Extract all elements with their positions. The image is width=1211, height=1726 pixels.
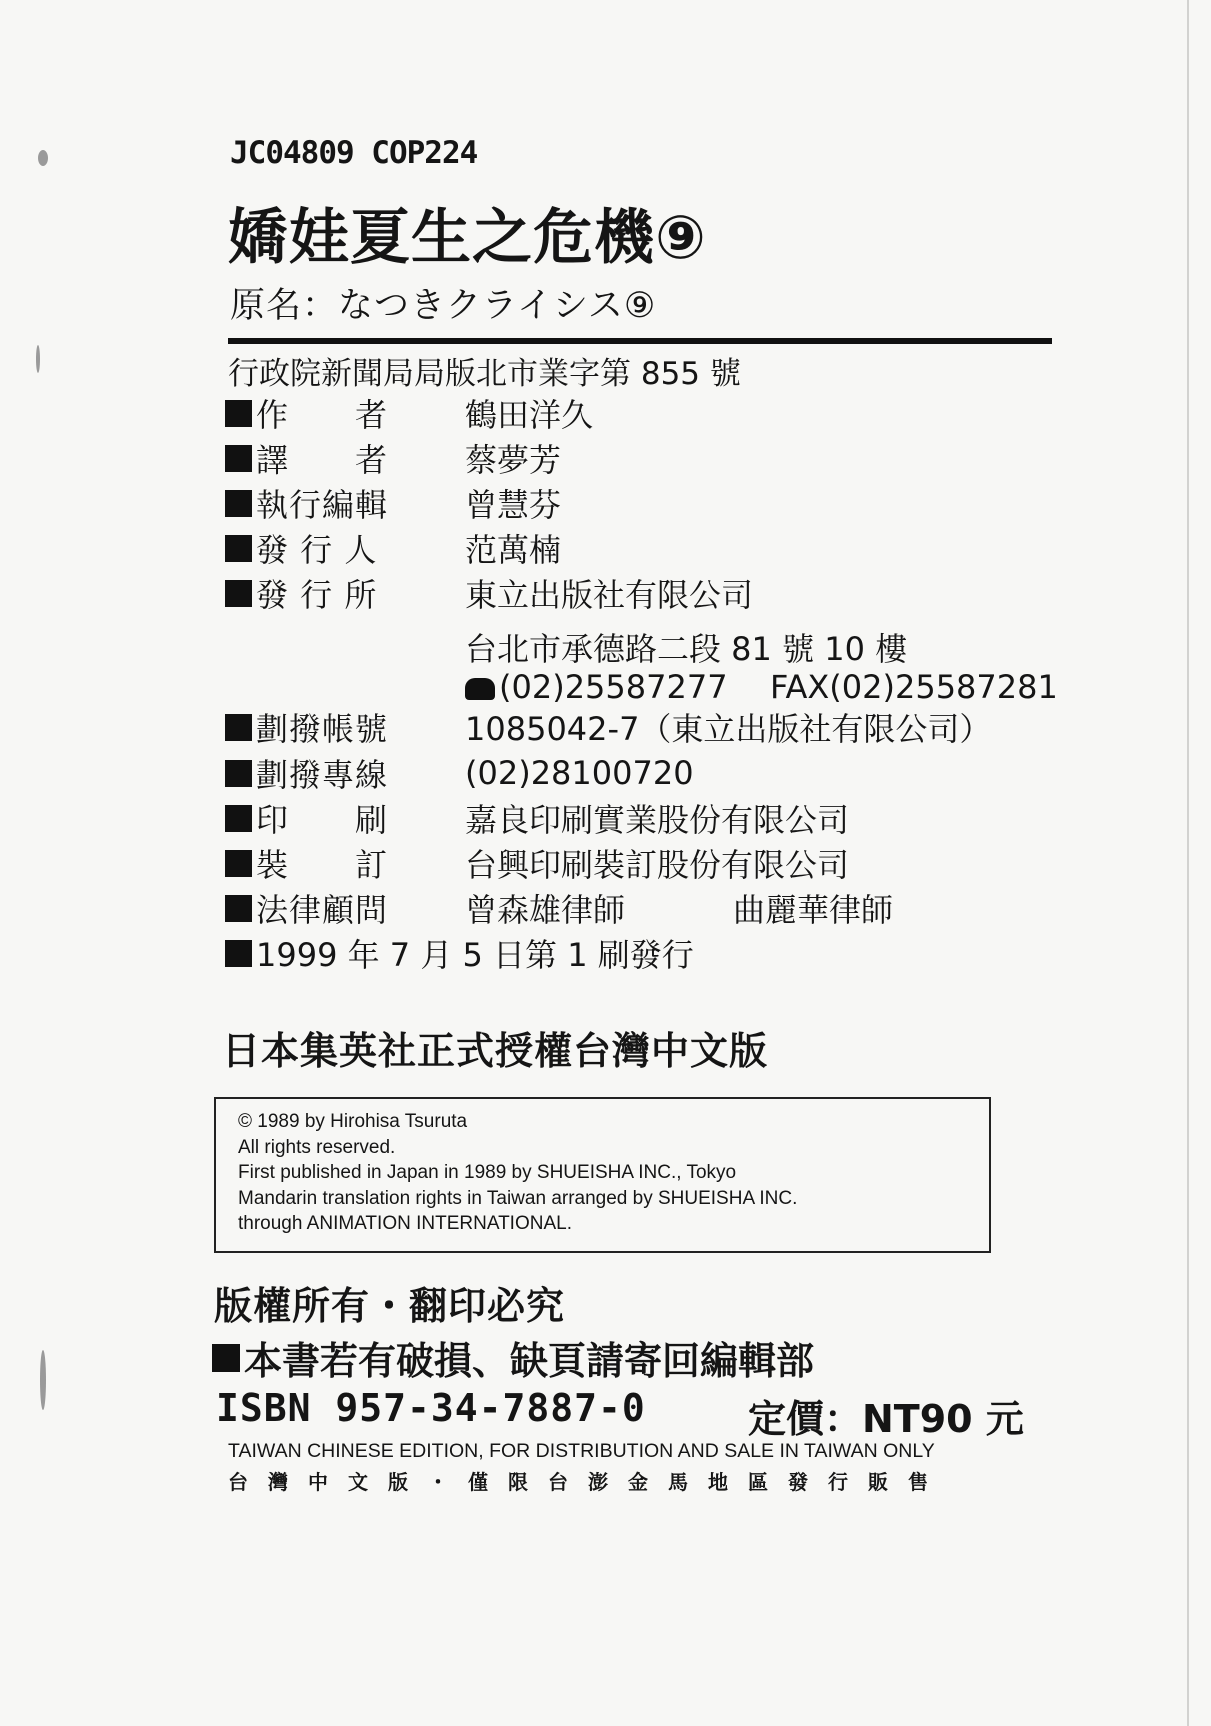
credit-value-secondary: 曲麗華律師	[733, 891, 894, 929]
page-edge	[1187, 0, 1189, 1726]
scan-speck	[40, 1350, 46, 1410]
credit-label: 劃撥專線	[256, 756, 389, 794]
price: 定價：NT90 元	[748, 1397, 1024, 1441]
credit-value: 嘉良印刷實業股份有限公司	[465, 801, 850, 839]
credit-value: 1085042-7（東立出版社有限公司）	[465, 710, 992, 748]
copyright-line: Mandarin translation rights in Taiwan arranged by SHUEISHA INC.	[238, 1187, 798, 1209]
publisher-contact	[465, 668, 1058, 706]
distribution-notice-zh: 台灣中文版・僅限台澎金馬地區發行販售	[228, 1470, 948, 1494]
credit-value: 鶴田洋久	[465, 396, 594, 434]
isbn: ISBN 957-34-7887-0	[216, 1386, 646, 1430]
black-square-icon	[225, 760, 252, 787]
black-square-icon	[225, 535, 252, 562]
copyright-line: © 1989 by Hirohisa Tsuruta	[238, 1111, 468, 1132]
credit-row-binder	[225, 843, 850, 884]
license-number: 行政院新聞局局版北市業字第 855 號	[228, 356, 741, 392]
credit-row-publishing-house	[225, 573, 754, 614]
credit-label: 發 行 所	[256, 576, 378, 614]
copyright-line: through ANIMATION INTERNATIONAL.	[238, 1213, 572, 1234]
credit-label: 法律顧問	[256, 891, 389, 929]
credit-value: 范萬楠	[465, 531, 562, 569]
credit-label: 作 者	[256, 396, 389, 434]
credit-value: 蔡夢芳	[465, 441, 562, 479]
credit-label: 裝 訂	[256, 846, 389, 884]
credit-row-legal	[225, 888, 894, 929]
official-license-notice: 日本集英社正式授權台灣中文版	[222, 1029, 769, 1073]
black-square-icon	[225, 850, 252, 877]
publisher-address: 台北市承德路二段 81 號 10 樓	[465, 630, 908, 668]
black-square-icon	[225, 714, 252, 741]
title-divider	[228, 338, 1052, 344]
credit-label: 劃撥帳號	[256, 710, 389, 748]
black-square-icon	[225, 445, 252, 472]
black-square-icon	[225, 895, 252, 922]
original-title: 原名：なつきクライシス⑨	[230, 286, 657, 326]
distribution-notice-en: TAIWAN CHINESE EDITION, FOR DISTRIBUTION AND SALE IN TAIWAN ONLY	[228, 1440, 935, 1462]
credit-label: 發 行 人	[256, 531, 378, 569]
scan-speck	[36, 345, 40, 373]
black-square-icon	[225, 805, 252, 832]
book-title: 嬌娃夏生之危機⑨	[228, 203, 707, 273]
credit-row-publisher	[225, 528, 562, 569]
copyright-box	[214, 1097, 991, 1253]
credit-value: 台興印刷裝訂股份有限公司	[465, 846, 850, 884]
copyright-line: First published in Japan in 1989 by SHUEISHA INC., Tokyo	[238, 1162, 737, 1183]
credit-value: 曾慧芬	[465, 486, 562, 524]
telephone-icon	[465, 678, 495, 700]
edition-row	[225, 933, 694, 973]
product-code: JC04809 COP224	[230, 135, 478, 171]
credit-row-editor	[225, 483, 562, 524]
black-square-icon	[212, 1344, 240, 1372]
black-square-icon	[225, 580, 252, 607]
damage-notice-text: 本書若有破損、缺頁請寄回編輯部	[244, 1339, 815, 1383]
edition-date: 1999 年 7 月 5 日第 1 刷發行	[256, 936, 694, 974]
credit-label: 印 刷	[256, 801, 389, 839]
scan-speck	[38, 150, 48, 166]
rights-reserved: 版權所有・翻印必究	[214, 1284, 566, 1328]
credit-row-translator	[225, 438, 562, 479]
credit-row-author	[225, 393, 594, 434]
credit-value: 曾森雄律師	[465, 891, 626, 929]
copyright-line: All rights reserved.	[238, 1136, 396, 1158]
black-square-icon	[225, 490, 252, 517]
publisher-phone: (02)25587277	[499, 668, 728, 706]
credit-label: 譯 者	[256, 441, 389, 479]
credit-value: 東立出版社有限公司	[465, 576, 754, 614]
publisher-fax: FAX(02)25587281	[770, 668, 1058, 706]
damage-notice	[212, 1330, 814, 1385]
credit-row-postal-line	[225, 753, 694, 794]
black-square-icon	[225, 940, 252, 967]
credit-label: 執行編輯	[256, 486, 389, 524]
black-square-icon	[225, 400, 252, 427]
credit-value: (02)28100720	[465, 754, 694, 792]
credit-row-printer	[225, 798, 850, 839]
credit-row-postal-account	[225, 707, 992, 748]
